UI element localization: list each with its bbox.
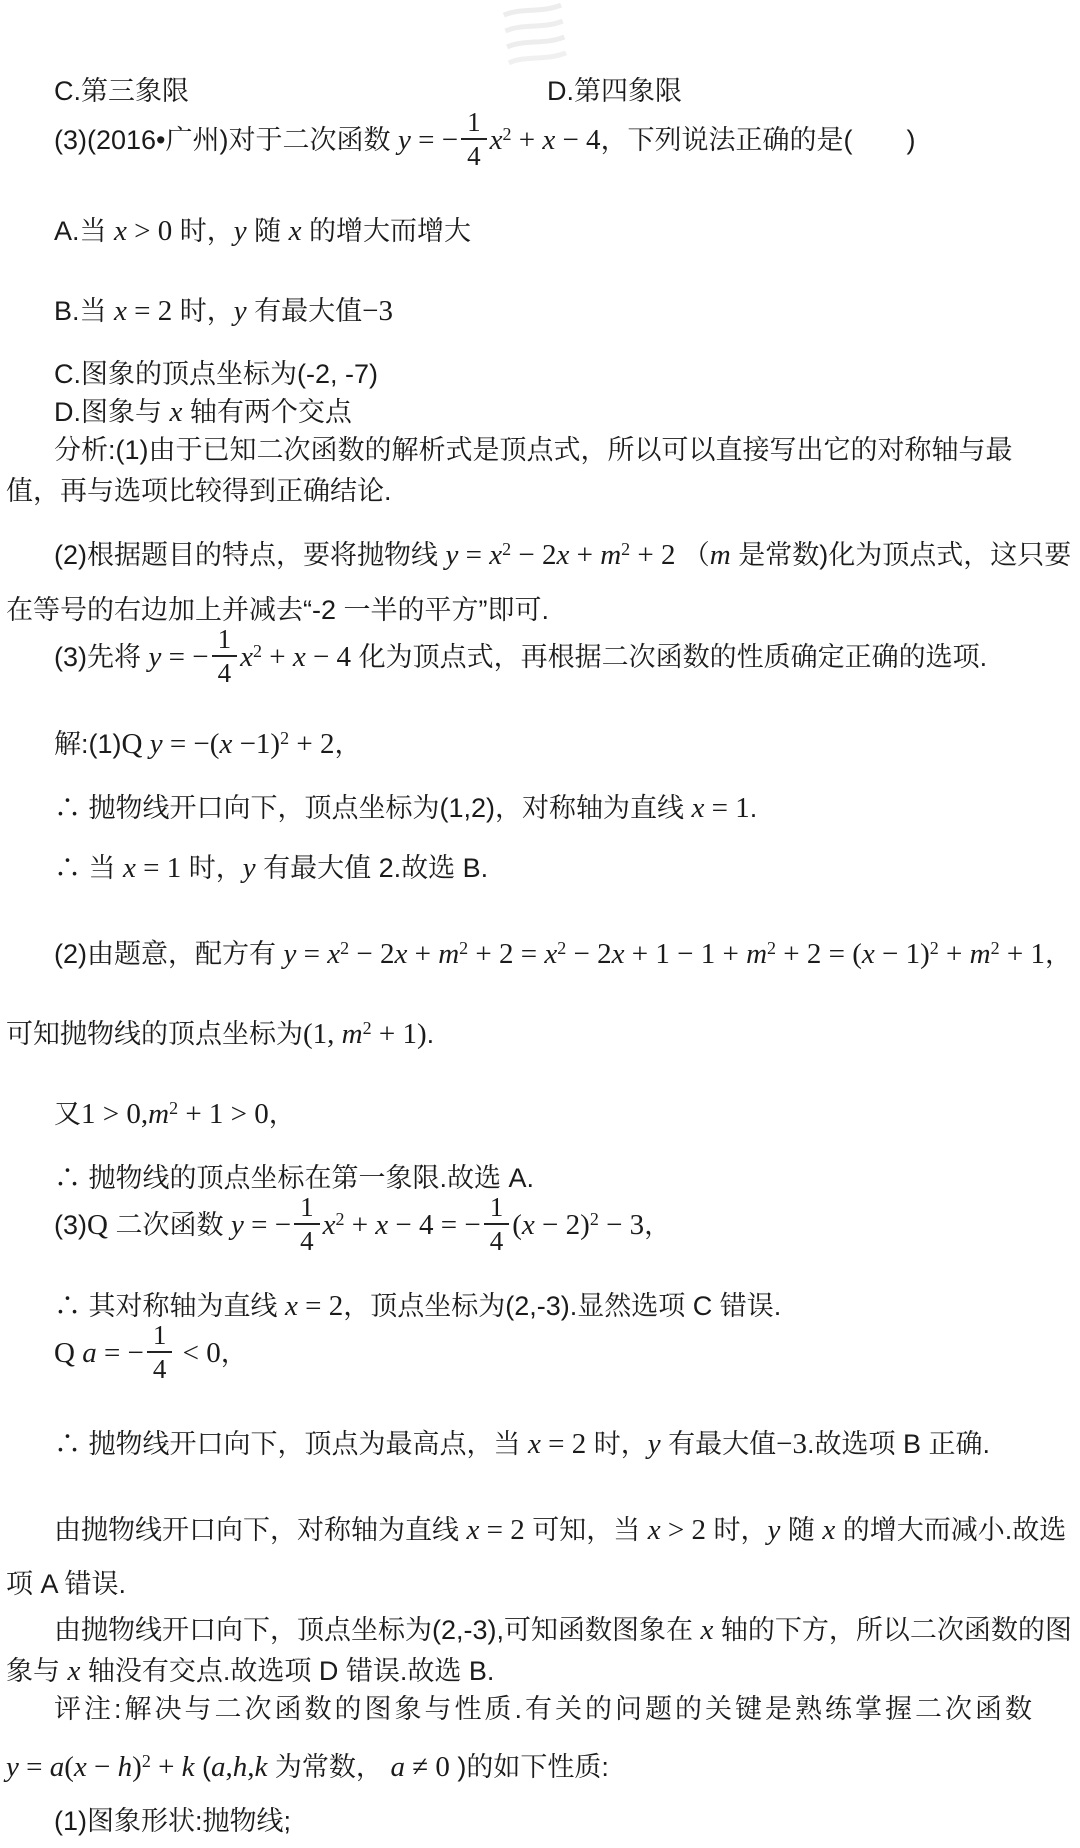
solution-part3-a-coefficient xyxy=(0,1320,1080,1387)
math-run: = − xyxy=(96,1337,144,1370)
option-b xyxy=(0,294,1080,328)
text-run: ，顶点坐标为(2,-3).显然选项 C 错误. xyxy=(343,1291,782,1321)
math-variable: x xyxy=(375,1209,389,1242)
text-run: ∴ 抛物线开口向下，顶点为最高点，当 xyxy=(54,1429,529,1459)
text-run: 有最大值 xyxy=(246,296,363,326)
solution-part1-line xyxy=(0,727,1080,761)
math-superscript: 2 xyxy=(280,728,290,748)
fraction-numerator: 1 xyxy=(484,1192,510,1225)
math-variable: y xyxy=(233,295,247,327)
math-run: + 1) xyxy=(371,1018,427,1050)
text-run: (3) xyxy=(54,1210,87,1241)
math-variable: a xyxy=(211,1751,226,1783)
math-variable: x xyxy=(327,938,341,970)
math-run: + 1 − 1 + xyxy=(624,938,747,970)
math-superscript: 2 xyxy=(990,938,1000,958)
text-run: ， xyxy=(1044,939,1072,969)
text-run: 为常数， xyxy=(267,1752,391,1782)
math-run: − 4 = − xyxy=(388,1209,481,1242)
property-1-line xyxy=(0,1804,1080,1838)
math-variable: x xyxy=(114,215,127,247)
math-run: = 1 xyxy=(704,792,750,824)
math-run: (1, xyxy=(303,1018,342,1050)
math-variable: x xyxy=(861,938,875,970)
math-variable: x xyxy=(691,792,705,824)
text-run: 是常数)化为顶点式，这只要 xyxy=(730,540,1072,570)
analysis-part2-line2 xyxy=(0,593,1080,627)
math-variable: a xyxy=(82,1337,97,1370)
text-run: 由抛物线开口向下，顶点坐标为(2,-3),可知函数图象在 xyxy=(54,1615,701,1645)
option-c xyxy=(0,357,1080,391)
math-run: = xyxy=(18,1751,50,1783)
text-run: 化为顶点式，再根据二次函数的性质确定正确的选项. xyxy=(351,642,988,673)
math-run: ) xyxy=(132,1751,142,1783)
analysis-part1-line2 xyxy=(0,474,1080,508)
math-run: − 2) xyxy=(534,1209,590,1242)
text-run: 轴的下方，所以二次函数的图 xyxy=(713,1615,1072,1645)
fraction-numerator: 1 xyxy=(147,1320,173,1353)
math-run: = xyxy=(296,938,328,970)
option-a xyxy=(0,214,1080,248)
math-run: + 2 = ( xyxy=(776,938,862,970)
math-run: + 1 > 0 xyxy=(178,1098,269,1130)
text-run: ∴ 抛物线的顶点坐标在第一象限.故选 A. xyxy=(54,1163,535,1193)
math-variable: x xyxy=(489,124,503,157)
math-fraction xyxy=(484,1192,510,1256)
text-run: 的增大而增大 xyxy=(301,216,472,246)
solution-part3-a-wrong-line2 xyxy=(0,1567,1080,1601)
math-run: ≠ 0 xyxy=(404,1751,450,1783)
solution-part3-line xyxy=(0,1192,1080,1259)
math-variable: a xyxy=(49,1751,65,1783)
math-fraction xyxy=(212,624,238,688)
solution-part2-conclusion xyxy=(0,1161,1080,1195)
math-run: − 2 xyxy=(349,938,395,970)
text-run: 评注:解决与二次函数的图象与性质.有关的问题的关键是熟练掌握二次函数 xyxy=(54,1694,1036,1724)
text-run: 时， xyxy=(706,1515,768,1545)
solution-part3-axis xyxy=(0,1289,1080,1323)
math-variable: m xyxy=(148,1098,170,1130)
math-run: = 2 xyxy=(126,295,173,327)
math-superscript: 2 xyxy=(335,1209,345,1230)
math-variable: x xyxy=(288,215,302,247)
math-run: + xyxy=(407,938,439,970)
fraction-denominator: 4 xyxy=(152,1354,167,1384)
solution-part2-inequality xyxy=(0,1097,1080,1131)
text-run: C.第三象限 xyxy=(54,76,189,106)
math-superscript: 2 xyxy=(141,1751,151,1771)
math-variable: x xyxy=(114,295,127,327)
math-variable: x xyxy=(700,1614,714,1646)
text-run: . xyxy=(426,1019,435,1049)
math-run: + 2 xyxy=(289,728,335,760)
text-run: 时， xyxy=(181,853,243,883)
options-row-c-d xyxy=(0,74,1080,108)
text-run: ， xyxy=(220,1338,248,1369)
text-run: 的增大而减小.故选 xyxy=(835,1515,1067,1545)
math-run: = − xyxy=(243,1209,292,1242)
math-variable: x xyxy=(285,1290,298,1322)
math-superscript: 2 xyxy=(929,938,939,958)
math-variable: x xyxy=(73,1751,87,1783)
text-run: 由抛物线开口向下，对称轴为直线 xyxy=(54,1515,467,1545)
math-superscript: 2 xyxy=(557,938,567,958)
math-superscript: 2 xyxy=(621,539,631,559)
text-run: 分析:(1)由于已知二次函数的解析式是顶点式，所以可以直接写出它的对称轴与最 xyxy=(54,435,1013,465)
math-variable: m xyxy=(709,539,731,571)
math-run: = 2 xyxy=(297,1290,344,1322)
solution-part3-d-wrong-line1 xyxy=(0,1613,1080,1647)
math-variable: x xyxy=(611,938,625,970)
solution-part3-d-wrong-line2 xyxy=(0,1654,1080,1688)
text-run: 时， xyxy=(586,1429,648,1459)
problem-3-stem xyxy=(0,107,1080,174)
math-run: + 2 = xyxy=(468,938,545,970)
fraction-denominator: 4 xyxy=(489,1226,504,1256)
math-variable: x xyxy=(322,1209,336,1242)
math-variable: x xyxy=(466,1514,480,1546)
math-run: ( xyxy=(64,1751,74,1783)
text-run: ， xyxy=(268,1099,296,1129)
text-run: 值，再与选项比较得到正确结论. xyxy=(6,476,392,506)
math-run: − xyxy=(86,1751,118,1783)
text-run: 时， xyxy=(172,216,234,246)
text-run: ( xyxy=(194,1752,212,1782)
text-run: ∴ 抛物线开口向下，顶点坐标为(1,2)，对称轴为直线 xyxy=(54,793,692,823)
math-run: > 0 xyxy=(126,215,173,247)
text-run: (3)(2016•广州)对于二次函数 xyxy=(54,125,398,156)
math-variable: x xyxy=(544,938,558,970)
solution-part1-conclusion2 xyxy=(0,851,1080,885)
math-run: , xyxy=(225,1751,233,1783)
text-run: A.当 xyxy=(54,216,115,246)
text-run: 轴有两个交点 xyxy=(182,397,352,427)
math-variable: y xyxy=(230,1209,244,1242)
math-run: = xyxy=(458,539,490,571)
option-d xyxy=(0,395,1080,429)
math-run: + xyxy=(261,641,293,674)
text-run: (2)由题意，配方有 xyxy=(54,939,284,969)
math-variable: x xyxy=(219,728,233,760)
math-run: Q xyxy=(87,1209,108,1242)
text-run: ， xyxy=(644,1210,672,1241)
math-fraction xyxy=(461,107,487,171)
math-superscript: 2 xyxy=(169,1098,179,1118)
math-run: + xyxy=(511,124,543,157)
math-run: − 3 xyxy=(598,1209,645,1242)
analysis-part3-line xyxy=(0,624,1080,691)
math-variable: m xyxy=(600,539,622,571)
math-run: = 2 xyxy=(540,1428,587,1460)
text-run: (2)根据题目的特点，要将抛物线 xyxy=(54,540,446,570)
math-fraction xyxy=(147,1320,173,1384)
text-run: 可知抛物线的顶点坐标为 xyxy=(6,1019,303,1049)
math-run: − 2 xyxy=(566,938,612,970)
text-run: ， xyxy=(334,729,362,759)
math-variable: x xyxy=(169,396,183,428)
math-superscript: 2 xyxy=(362,1018,372,1038)
math-superscript: 2 xyxy=(589,1209,599,1230)
text-run: ∴ 当 xyxy=(54,853,124,883)
text-run: 象与 xyxy=(6,1656,68,1686)
fraction-numerator: 1 xyxy=(461,107,487,140)
math-run: = −( xyxy=(162,728,220,760)
text-run: D.第四象限 xyxy=(547,76,682,106)
math-run: −3 xyxy=(362,295,394,327)
text-run: 可知，当 xyxy=(524,1515,648,1545)
fraction-denominator: 4 xyxy=(300,1226,314,1256)
text-run: 又 xyxy=(54,1099,81,1129)
text-run: .故选项 B 正确. xyxy=(807,1429,991,1459)
text-run: 轴没有交点.故选项 D 错误.故选 B. xyxy=(80,1656,495,1686)
math-run: = − xyxy=(410,124,459,157)
math-superscript: 2 xyxy=(252,641,262,662)
vertex-form-property-line xyxy=(0,1750,1080,1784)
math-variable: m xyxy=(438,938,460,970)
math-run: −3 xyxy=(776,1428,808,1460)
math-variable: x xyxy=(123,852,136,884)
math-run: + 1 xyxy=(999,938,1045,970)
math-run: < 0 xyxy=(175,1337,221,1370)
math-superscript: 2 xyxy=(767,938,777,958)
text-run: （ xyxy=(682,540,710,570)
math-run: − 1) xyxy=(874,938,930,970)
math-run: −1) xyxy=(232,728,281,760)
math-variable: y xyxy=(149,728,163,760)
math-variable: x xyxy=(292,641,306,674)
text-run: . xyxy=(749,793,758,823)
math-superscript: 2 xyxy=(340,938,350,958)
math-variable: x xyxy=(67,1655,81,1687)
math-superscript: 2 xyxy=(502,539,512,559)
math-run: + xyxy=(150,1751,182,1783)
math-run: + xyxy=(938,938,970,970)
math-variable: a xyxy=(390,1751,405,1783)
math-variable: m xyxy=(746,938,768,970)
fraction-denominator: 4 xyxy=(467,141,481,171)
math-variable: x xyxy=(521,1209,535,1242)
text-run: 随 xyxy=(246,216,289,246)
text-run: 二次函数 xyxy=(107,1210,231,1241)
math-variable: y xyxy=(283,938,297,970)
text-run: 有最大值 2.故选 B. xyxy=(255,853,489,883)
math-variable: h xyxy=(232,1751,248,1783)
math-run: + xyxy=(344,1209,376,1242)
math-run: + xyxy=(569,539,601,571)
math-run: , xyxy=(247,1751,255,1783)
text-run: )的如下性质: xyxy=(449,1752,609,1782)
analysis-part2-line1 xyxy=(0,538,1080,572)
math-run: = − xyxy=(161,641,209,674)
math-run: > 2 xyxy=(660,1514,706,1546)
math-run: Q xyxy=(121,728,150,760)
math-variable: y xyxy=(767,1514,781,1546)
math-variable: m xyxy=(341,1018,363,1050)
text-run: ∴ 其对称轴为直线 xyxy=(54,1291,286,1321)
math-run: + 2 xyxy=(630,539,683,571)
math-variable: y xyxy=(6,1751,19,1783)
text-run: (1)图象形状:抛物线; xyxy=(54,1806,292,1836)
math-superscript: 2 xyxy=(502,124,512,145)
math-variable: x xyxy=(528,1428,541,1460)
solution-part3-b-correct xyxy=(0,1427,1080,1461)
math-variable: x xyxy=(542,124,556,157)
text-run: 时， xyxy=(172,296,234,326)
fraction-numerator: 1 xyxy=(212,624,238,657)
solution-part2-line xyxy=(0,937,1080,971)
math-variable: h xyxy=(117,1751,133,1783)
math-variable: y xyxy=(242,852,256,884)
text-run: 有最大值 xyxy=(660,1429,777,1459)
math-variable: x xyxy=(822,1514,836,1546)
math-run: − 4 xyxy=(305,641,352,674)
math-variable: y xyxy=(233,215,247,247)
text-run: (3)先将 xyxy=(54,642,149,673)
math-variable: y xyxy=(445,539,459,571)
math-run: ( xyxy=(512,1209,522,1242)
math-run: − 2 xyxy=(511,539,557,571)
math-superscript: 2 xyxy=(459,938,469,958)
math-variable: k xyxy=(254,1751,268,1783)
text-run: 在等号的右边加上并减去“-2 一半的平方”即可. xyxy=(6,595,549,625)
math-run: − 4 xyxy=(555,124,601,157)
math-variable: y xyxy=(148,641,162,674)
math-variable: y xyxy=(398,124,411,157)
text-run: 随 xyxy=(780,1515,823,1545)
text-run: D.图象与 xyxy=(54,397,170,427)
math-variable: x xyxy=(394,938,408,970)
text-run: 项 A 错误. xyxy=(6,1569,127,1599)
solution-part3-a-wrong-line1 xyxy=(0,1513,1080,1547)
text-run: ，下列说法正确的是( ) xyxy=(600,125,916,156)
math-variable: m xyxy=(969,938,991,970)
math-run: 1 > 0, xyxy=(81,1098,149,1130)
text-run: C.图象的顶点坐标为(-2, -7) xyxy=(54,359,378,389)
text-run: B.当 xyxy=(54,296,115,326)
analysis-part1-line1 xyxy=(0,433,1080,467)
math-variable: x xyxy=(647,1514,661,1546)
math-run: Q xyxy=(54,1337,83,1370)
fraction-denominator: 4 xyxy=(217,658,232,688)
math-variable: y xyxy=(647,1428,661,1460)
solution-part2-vertex xyxy=(0,1017,1080,1051)
text-run: 解:(1) xyxy=(54,729,122,759)
solution-part1-conclusion1 xyxy=(0,791,1080,825)
math-variable: x xyxy=(489,539,503,571)
math-fraction xyxy=(294,1192,320,1256)
math-variable: k xyxy=(181,1751,195,1783)
fraction-numerator: 1 xyxy=(294,1192,320,1225)
math-variable: x xyxy=(240,641,253,674)
math-run: = 1 xyxy=(135,852,182,884)
math-variable: x xyxy=(556,539,570,571)
math-run: = 2 xyxy=(479,1514,525,1546)
remark-line xyxy=(0,1692,1080,1726)
